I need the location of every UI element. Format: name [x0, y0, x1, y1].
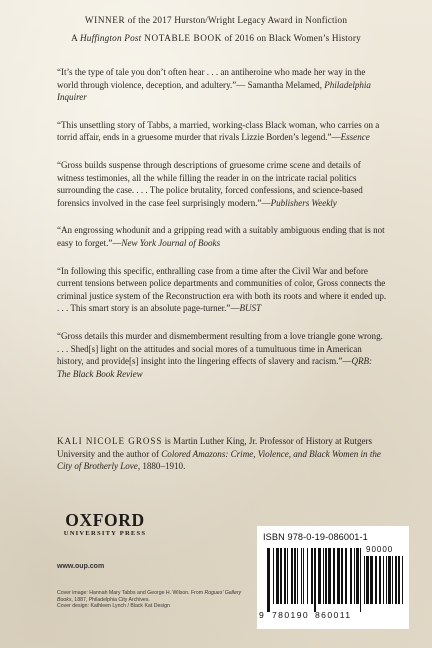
credit-line-2: , 1887, Philadelphia City Archives. [71, 596, 150, 603]
barcode-bar [350, 548, 352, 604]
award-line [0, 15, 432, 25]
barcode-bar [291, 548, 293, 604]
blurb-source: New York Journal of Books [121, 237, 221, 248]
barcode-bar [323, 548, 324, 604]
barcode-bar [402, 556, 403, 604]
blurb-source: QRB: The Black Book Review [57, 356, 373, 379]
barcode-bar [325, 548, 327, 604]
barcode-bar [345, 548, 347, 604]
bio-text: is Martin Luther King, Jr. Professor of History at Rutgers University and the author of [57, 436, 373, 459]
notable-a: A [71, 33, 80, 43]
blurb-quote: “An engrossing whodunit and a gripping read with a suitably ambiguous ending that is not easy to forget.”— [57, 225, 385, 248]
barcode-bar [364, 556, 365, 604]
blurb-source: Essence [340, 132, 370, 143]
barcode-bar [392, 556, 393, 604]
barcode-main-bars [267, 548, 362, 612]
notable-rest: of 2016 on Black Women’s History [221, 33, 361, 43]
barcode-bar [287, 548, 288, 604]
publisher-name: OXFORD [65, 510, 145, 530]
barcode-bar [276, 548, 279, 604]
barcode-bar [379, 556, 381, 604]
notable-caps: NOTABLE BOOK [141, 33, 222, 43]
barcode-addon-digits: 90000 [366, 545, 394, 554]
author-name: KALI NICOLE GROSS [57, 436, 163, 446]
barcode-bar [356, 548, 359, 604]
barcode-right-digits: 860011 [315, 610, 352, 620]
barcode-bar [395, 556, 397, 604]
barcode-bar [370, 556, 373, 604]
barcode-left-digits: 780190 [272, 610, 310, 620]
cover-credits [57, 590, 247, 610]
barcode-bar [383, 556, 384, 604]
award-prefix: WINNER [84, 15, 126, 25]
bio-years: , 1880–1910. [137, 461, 186, 472]
blurb-list [57, 66, 387, 395]
isbn-barcode [257, 526, 409, 629]
barcode-bar [318, 548, 321, 604]
barcode-bar [386, 556, 387, 604]
credit-line-1: Cover image: Hannah Mary Tabbs and George H. Wilson. From [57, 590, 205, 596]
barcode-bar [267, 548, 270, 612]
notable-line [0, 33, 432, 43]
blurb-quote: “It’s the type of tale you don’t often hear . . . an antiheroine who made her way in the world through violence, deception, and adultery.”— Samantha Melamed, [57, 67, 366, 90]
isbn-label: ISBN 978-0-19-086001-1 [263, 532, 368, 542]
blurb-source: Philadelphia Inquirer [57, 79, 371, 103]
blurb-quote: “Gross builds suspense through descriptions of gruesome crime scene and details of witness testimonies, all the while filling the reader in on the intricate racial politics surrounding the case. . . . The police brutality, forced confessions, and science-based forensics involved in the case feel surprisingly modern.”— [57, 159, 363, 208]
publisher-website: www.oup.com [57, 563, 105, 570]
blurb [57, 224, 387, 249]
barcode-bar [311, 548, 313, 604]
award-text: of the 2017 Hurston/Wright Legacy Award in Nonfiction [125, 15, 348, 25]
barcode-bar [388, 556, 391, 604]
blurb [57, 265, 387, 315]
credit-line-3: Cover design: Kathleen Lynch / Black Kat Design [57, 603, 170, 610]
blurb-source: BUST [239, 303, 262, 314]
barcode-addon-bars [364, 556, 404, 612]
barcode-bar [366, 556, 369, 604]
publisher-logo [57, 511, 153, 537]
barcode-bar [294, 548, 296, 604]
blurb-quote: “In following this specific, enthralling case from a time after the Civil War and before current tensions between police departments and communities of color, Gross connects the criminal justice system of the Reconstruction era with both its roots and where it ended up. . . . This smart story is an absolute page-turner.”— [57, 265, 387, 314]
barcode-bar [354, 548, 355, 604]
blurb [57, 330, 387, 380]
barcode-bar [333, 548, 335, 604]
blurb [57, 119, 387, 144]
barcode-bar [398, 556, 400, 604]
barcode-bar [284, 548, 286, 604]
barcode-bar [360, 548, 361, 612]
barcode-bar [314, 548, 316, 612]
notable-publication: Huffington Post [79, 33, 142, 43]
barcode-bar [301, 548, 302, 604]
barcode-lead-digit: 9 [259, 610, 266, 620]
barcode-bar [307, 548, 308, 604]
blurb-quote: “This unsettling story of Tabbs, a married, working-class Black woman, who carries on a torrid affair, ends in a gruesome murder that rivals Lizzie Borden’s legend.”— [57, 119, 380, 143]
blurb [57, 159, 387, 209]
barcode-bar [337, 548, 340, 604]
publisher-subname: UNIVERSITY PRESS [63, 530, 147, 537]
barcode-bar [303, 548, 304, 604]
blurb [57, 66, 387, 104]
barcode-bar [280, 548, 282, 604]
barcode-bar [273, 548, 274, 604]
author-bio [57, 435, 387, 473]
barcode-bar [328, 548, 331, 604]
barcode-bar [341, 548, 343, 604]
bio-book-title: Colored Amazons: Crime, Violence, and Black Women in the City of Brotherly Love [57, 448, 381, 472]
credit-source-title: Rogues’ Gallery Books [57, 590, 242, 603]
barcode-bar [375, 556, 377, 604]
blurb-source: Publishers Weekly [270, 197, 337, 208]
blurb-quote: “Gross details this murder and dismemberment resulting from a love triangle gone wrong. . . . Shed[s] light on the attitudes and social mores of a tumultuous time in American history, and provide[s] insight into the lingering effects of slavery and racism.”— [57, 330, 383, 367]
barcode-bar [297, 548, 298, 604]
